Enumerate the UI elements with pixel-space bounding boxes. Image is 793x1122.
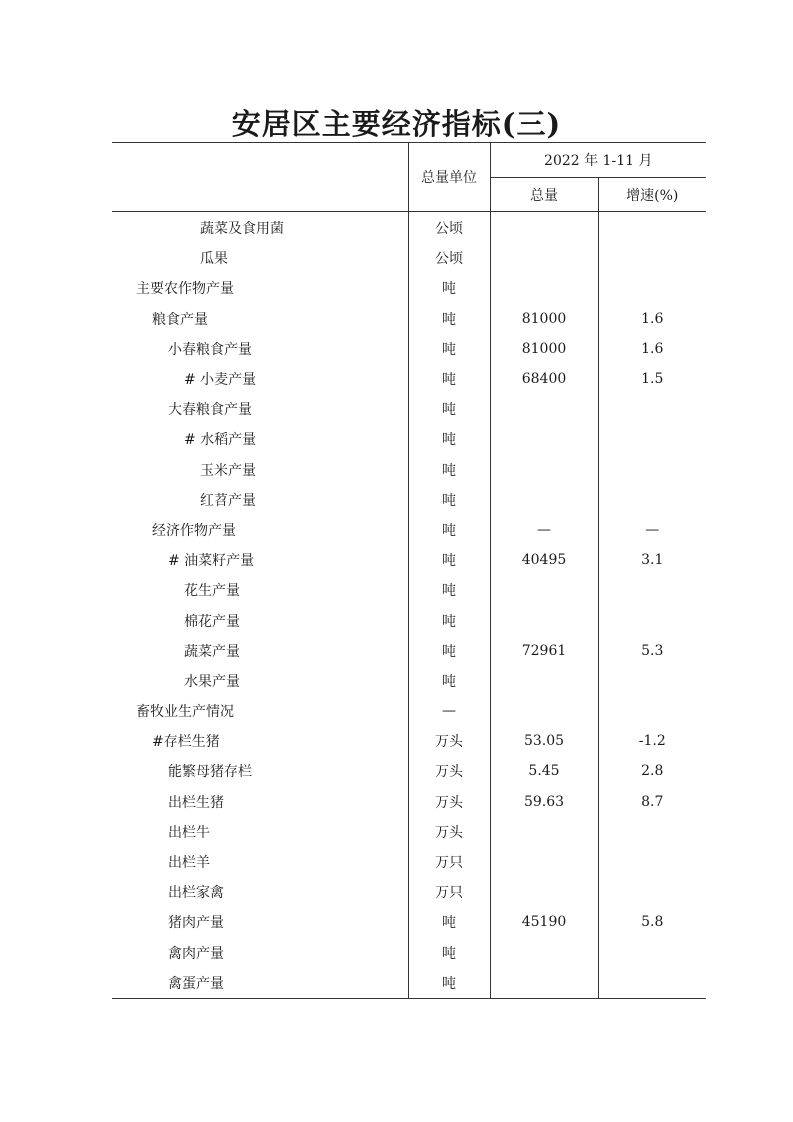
indicator-unit: 吨: [408, 907, 490, 937]
indicator-unit: 吨: [408, 666, 490, 696]
indicator-total: [490, 575, 598, 605]
indicator-growth: [598, 394, 706, 424]
indicator-growth: [598, 605, 706, 635]
indicator-growth: -1.2: [598, 726, 706, 756]
indicator-name: 红苕产量: [200, 492, 256, 509]
indicator-name: # 油菜籽产量: [168, 553, 255, 570]
table-row: [112, 696, 706, 726]
indicator-unit: 吨: [408, 605, 490, 635]
table-row: [112, 938, 706, 968]
indicator-unit: 万头: [408, 787, 490, 817]
indicator-name: 经济作物产量: [152, 522, 236, 539]
table-row: [112, 847, 706, 877]
indicator-unit: 吨: [408, 575, 490, 605]
indicator-unit: 吨: [408, 304, 490, 334]
indicator-growth: [598, 666, 706, 696]
table-row: [112, 666, 706, 696]
indicator-unit: 万头: [408, 726, 490, 756]
table-row: [112, 243, 706, 273]
indicator-unit: 吨: [408, 636, 490, 666]
table-row: [112, 787, 706, 817]
indicator-unit: 万只: [408, 847, 490, 877]
indicator-total: —: [490, 515, 598, 545]
indicator-name: 小春粮食产量: [168, 341, 252, 358]
indicator-unit: 公顷: [408, 212, 490, 244]
indicator-total: [490, 212, 598, 244]
indicator-name: 瓜果: [200, 251, 228, 268]
table-row: [112, 605, 706, 635]
indicator-name: 棉花产量: [184, 613, 240, 630]
table-row: [112, 212, 706, 244]
table-row: [112, 726, 706, 756]
indicator-unit: 吨: [408, 334, 490, 364]
indicator-name: 禽肉产量: [168, 945, 224, 962]
table-row: [112, 394, 706, 424]
indicator-growth: [598, 212, 706, 244]
indicator-growth: [598, 424, 706, 454]
table-row: [112, 364, 706, 394]
indicator-unit: 吨: [408, 485, 490, 515]
indicator-unit: 公顷: [408, 243, 490, 273]
indicator-total: 81000: [490, 304, 598, 334]
indicator-growth: [598, 938, 706, 968]
indicator-name: 主要农作物产量: [136, 281, 234, 298]
indicator-unit: 吨: [408, 545, 490, 575]
indicator-growth: [598, 847, 706, 877]
indicator-total: 5.45: [490, 756, 598, 786]
indicator-total: 40495: [490, 545, 598, 575]
indicator-growth: 1.5: [598, 364, 706, 394]
indicator-name: 玉米产量: [200, 462, 256, 479]
indicator-unit: 万只: [408, 877, 490, 907]
indicator-growth: [598, 877, 706, 907]
indicator-unit: 吨: [408, 455, 490, 485]
indicator-total: [490, 696, 598, 726]
indicator-growth: 1.6: [598, 304, 706, 334]
growth-header: 增速(%): [598, 178, 706, 212]
indicator-name: 出栏牛: [168, 824, 210, 841]
indicator-unit: 万头: [408, 756, 490, 786]
indicator-total: [490, 817, 598, 847]
indicator-growth: —: [598, 515, 706, 545]
indicator-total: [490, 968, 598, 999]
table-row: [112, 515, 706, 545]
indicator-name: 水果产量: [184, 673, 240, 690]
indicator-name: #存栏生猪: [152, 734, 220, 751]
indicator-name: 畜牧业生产情况: [136, 704, 234, 721]
indicator-total: [490, 666, 598, 696]
indicator-total: 53.05: [490, 726, 598, 756]
indicator-total: [490, 273, 598, 303]
indicator-name: 大春粮食产量: [168, 402, 252, 419]
indicator-name: 蔬菜产量: [184, 643, 240, 660]
indicator-growth: 1.6: [598, 334, 706, 364]
indicator-growth: [598, 696, 706, 726]
indicator-growth: [598, 455, 706, 485]
indicator-growth: [598, 273, 706, 303]
unit-header: 总量单位: [408, 143, 490, 212]
indicator-total: [490, 877, 598, 907]
indicator-name: 出栏生猪: [168, 794, 224, 811]
page-title: 安居区主要经济指标(三): [231, 107, 562, 141]
indicator-total: [490, 938, 598, 968]
indicator-name: 出栏羊: [168, 855, 210, 872]
indicator-unit: 吨: [408, 968, 490, 999]
table-row: [112, 636, 706, 666]
indicator-total: 59.63: [490, 787, 598, 817]
indicator-total: 81000: [490, 334, 598, 364]
indicator-name: 猪肉产量: [168, 915, 224, 932]
indicator-total: [490, 847, 598, 877]
indicator-unit: 吨: [408, 273, 490, 303]
indicator-name: 蔬菜及食用菌: [200, 221, 284, 238]
indicator-growth: 8.7: [598, 787, 706, 817]
table-row: [112, 877, 706, 907]
indicator-table: [112, 142, 706, 999]
table-row: [112, 817, 706, 847]
indicator-total: [490, 424, 598, 454]
table-row: [112, 907, 706, 937]
table-row: [112, 968, 706, 999]
indicator-total: [490, 485, 598, 515]
indicator-growth: 5.3: [598, 636, 706, 666]
table-row: [112, 575, 706, 605]
table-row: [112, 304, 706, 334]
indicator-name: # 水稻产量: [184, 432, 257, 449]
indicator-total: [490, 605, 598, 635]
indicator-unit: 万头: [408, 817, 490, 847]
table-header-row: [112, 143, 706, 178]
table-row: [112, 273, 706, 303]
indicator-name-header: [112, 143, 408, 212]
indicator-growth: [598, 575, 706, 605]
indicator-growth: [598, 485, 706, 515]
table-row: [112, 334, 706, 364]
period-header: 2022 年 1-11 月: [490, 143, 706, 178]
indicator-total: [490, 243, 598, 273]
indicator-name: 能繁母猪存栏: [168, 764, 252, 781]
total-header: 总量: [490, 178, 598, 212]
indicator-unit: 吨: [408, 394, 490, 424]
indicator-unit: 吨: [408, 424, 490, 454]
table-row: [112, 756, 706, 786]
indicator-growth: 2.8: [598, 756, 706, 786]
table-row: [112, 455, 706, 485]
indicator-growth: 3.1: [598, 545, 706, 575]
indicator-total: [490, 455, 598, 485]
indicator-unit: 吨: [408, 364, 490, 394]
indicator-total: 45190: [490, 907, 598, 937]
table-row: [112, 545, 706, 575]
indicator-name: 花生产量: [184, 583, 240, 600]
indicator-unit: 吨: [408, 515, 490, 545]
indicator-name: 禽蛋产量: [112, 968, 408, 999]
indicator-total: 72961: [490, 636, 598, 666]
indicator-name: 粮食产量: [152, 311, 208, 328]
indicator-name: # 小麦产量: [184, 372, 257, 389]
indicator-total: 68400: [490, 364, 598, 394]
indicator-unit: 吨: [408, 938, 490, 968]
indicator-unit: —: [408, 696, 490, 726]
indicator-growth: [598, 968, 706, 999]
indicator-growth: [598, 817, 706, 847]
indicator-total: [490, 394, 598, 424]
indicator-name: 出栏家禽: [168, 885, 224, 902]
table-row: [112, 485, 706, 515]
indicator-growth: [598, 243, 706, 273]
indicator-growth: 5.8: [598, 907, 706, 937]
table-row: [112, 424, 706, 454]
